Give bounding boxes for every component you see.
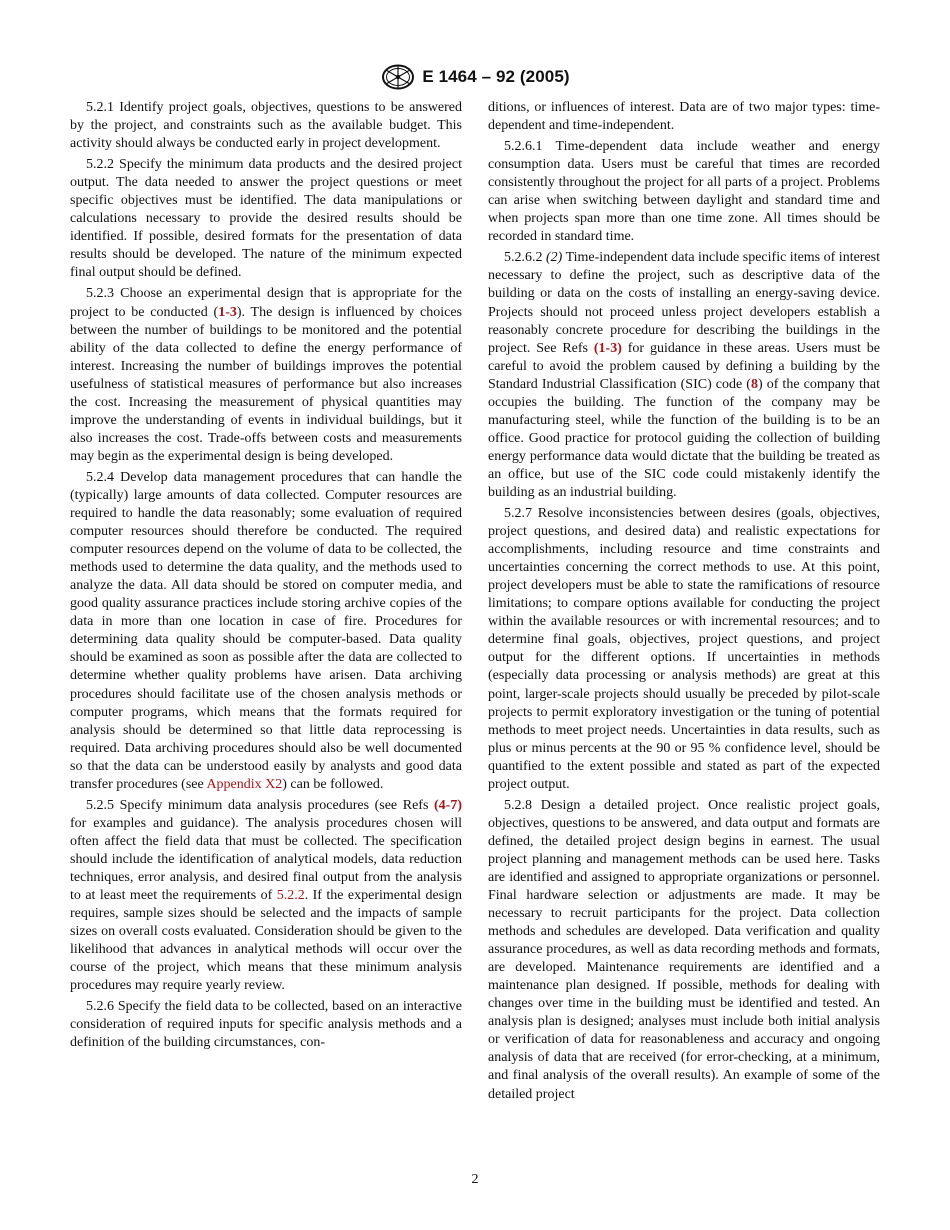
paragraph-5-2-7: 5.2.7 Resolve inconsistencies between desires (goals, objectives, project questions, and desired data) and realistic expectations for accomplishments, including resource and time constraints and uncertainties concerning the correct methods to use. At this point, project developers must be able to state the ramifications of resource limitations; to compare options available for conducting the project within the available resources or with incremental resources; and to determine final goals, objectives, project questions, and project output for the different options. If uncertainties in methods (especially data processing or analysis methods) are great at this point, larger-scale projects should usually be preceded by pilot-scale projects to permit exploratory investigation or the tuning of potential methods to meet project needs. Uncertainties in data results, such as plus or minus percents at the 90 or 95 % confidence level, should be quantified to the extent possible and stated as part of the expected project output.	[488, 506, 880, 792]
paragraph-5-2-6-continued: ditions, or influences of interest. Data are of two major types: time-dependent and time-independent.	[488, 100, 880, 134]
page-number: 2	[471, 1172, 479, 1187]
paragraph-text: ). The design is influenced by choices between the number of buildings to be monitored and the potential ability of the data collected to define the energy performance of interest. Increasing the number of buildings improves the potential usefulness of statistical measures of performance but also increases the cost. Increasing the measurement of physical quantities may improve the understanding of events in individual buildings, but it also increases the cost. Trade-offs between costs and measurements may begin as the experimental design is being developed.	[70, 304, 462, 464]
paragraph-text: ) can be followed.	[282, 776, 384, 792]
page-header	[0, 62, 950, 92]
paragraph-5-2-2: 5.2.2 Specify the minimum data products and the desired project output. The data needed to answer the project questions or meet specific objectives must be identified. The data manipulations or calculations necessary to provide the desired results should be identified. If possible, desired formats for the presentation of data results should be developed. The nature of the minimum expected final output should be defined.	[70, 157, 462, 281]
paragraph-text: . If the experimental design requires, sample sizes should be selected and the impacts of sample sizes on overall costs evaluated. Consideration should be given to the likelihood that advances in analytical methods will occur over the course of the project, which means that these minimum analysis procedures may require yearly review.	[70, 888, 462, 994]
paragraph-5-2-6: 5.2.6 Specify the field data to be collected, based on an interactive consideration of required inputs for specific analysis methods and a definition of the building circumstances, con-	[70, 999, 462, 1051]
paragraph-5-2-5	[70, 797, 462, 996]
reference-link[interactable]: 1-3	[218, 304, 237, 320]
left-column	[70, 99, 462, 1055]
paragraph-5-2-4	[70, 469, 462, 794]
paragraph-5-2-8: 5.2.8 Design a detailed project. Once realistic project goals, objectives, questions to be answered, and data output and formats are defined, the detailed project design begins in earnest. The usual project planning and management methods can be used here. Tasks are identified and assigned to appropriate organizations or personnel. Final hardware selection or adjustments are made. It may be necessary to recruit participants for the project. Data collection methods and schedules are developed. Data verification and quality assurance procedures, as well as data recording methods and formats, are developed. Maintenance requirements are identified and a maintenance plan designed. If possible, methods for dealing with changes over time in the building must be identified and tested. An analysis plan is designed; analyses must include both initial analysis or verification of data for reasonableness and accuracy and ongoing analysis of data that are received (for error-checking, at a minimum, and final analysis of the overall results). An example of some of the detailed project	[488, 797, 880, 1102]
paragraph-text: 5.2.3 Choose an experimental design that is appropriate for the project to be conducted (	[70, 286, 462, 320]
paragraph-text: 5.2.5 Specify minimum data analysis procedures (see Refs	[86, 797, 434, 813]
paragraph-text: 5.2.4 Develop data management procedures that can handle the (typically) large amounts of data collected. Computer resources are required to handle the data reasonably; some evaluation of required computer resources should therefore be conducted. The required computer resources depend on the volume of data to be collected, the methods used to determine the data quality, and the methods used to analyze the data. All data should be stored on computer media, and good quality assurance practices include storing archive copies of the data in more than one location in case of fire. Procedures for determining data quality should be computer-based. Data quality should be examined as soon as possible after the data are collected to determine whether quality problems have arisen. Data archiving procedures should facilitate use of the chosen analysis methods or computer programs, which means that the formats required for analysis should be determined so that little data reprocessing is required. Data archiving procedures should also be well documented so that the data can be understood easily by analysts and good data transfer procedures (see	[70, 469, 462, 792]
standard-designation: E 1464 – 92 (2005)	[422, 67, 570, 86]
paragraph-italic: (2)	[546, 250, 563, 266]
appendix-link[interactable]: Appendix X2	[206, 776, 283, 792]
paragraph-text: for guidance in these areas. Users must be careful to avoid the problem caused by defining a building by the Standard Industrial Classification (SIC) code (	[488, 340, 881, 392]
reference-link[interactable]: (4-7)	[434, 797, 462, 813]
paragraph-5-2-6-2	[488, 249, 880, 502]
paragraph-5-2-1: 5.2.1 Identify project goals, objectives, questions to be answered by the project, and constraints such as the available budget. This activity should always be conducted early in project development.	[70, 100, 462, 152]
paragraph-text: for examples and guidance). The analysis procedures chosen will often affect the field data that must be collected. The specification should include the identification of analytical models, data reduction techniques, error analysis, and desired final output from the analysis to at least meet the requirements of	[70, 815, 462, 904]
astm-logo-icon	[380, 64, 416, 90]
paragraph-text: Time-independent data include specific items of interest necessary to define the project, such as descriptive data of the building or data on the costs of installing an energy-saving device. Projects should not proceed unless project developers establish a reasonably concrete procedure for describing the buildings in the project. See Refs	[488, 250, 881, 356]
paragraph-text: ) of the company that occupies the building. The function of the company may be manufacturing steel, while the function of the building is to be an office. Good practice for protocol guiding the collection of building energy performance data would dictate that the building be treated as an office, but use of the SIC code could mistakenly identify the building as an industrial building.	[488, 376, 880, 500]
section-link[interactable]: 5.2.2	[276, 888, 305, 904]
reference-link[interactable]: (1-3)	[593, 340, 622, 356]
paragraph-5-2-3	[70, 285, 462, 465]
right-column	[488, 99, 880, 1107]
paragraph-text: 5.2.6.2	[504, 250, 547, 266]
paragraph-5-2-6-1: 5.2.6.1 Time-dependent data include weather and energy consumption data. Users must be careful that times are recorded consistently throughout the project for all parts of a project. Problems can arise when switching between daylight and standard time and when projects span more than one time zone. All times should be recorded in standard time.	[488, 139, 880, 245]
reference-link[interactable]: 8	[750, 376, 758, 392]
